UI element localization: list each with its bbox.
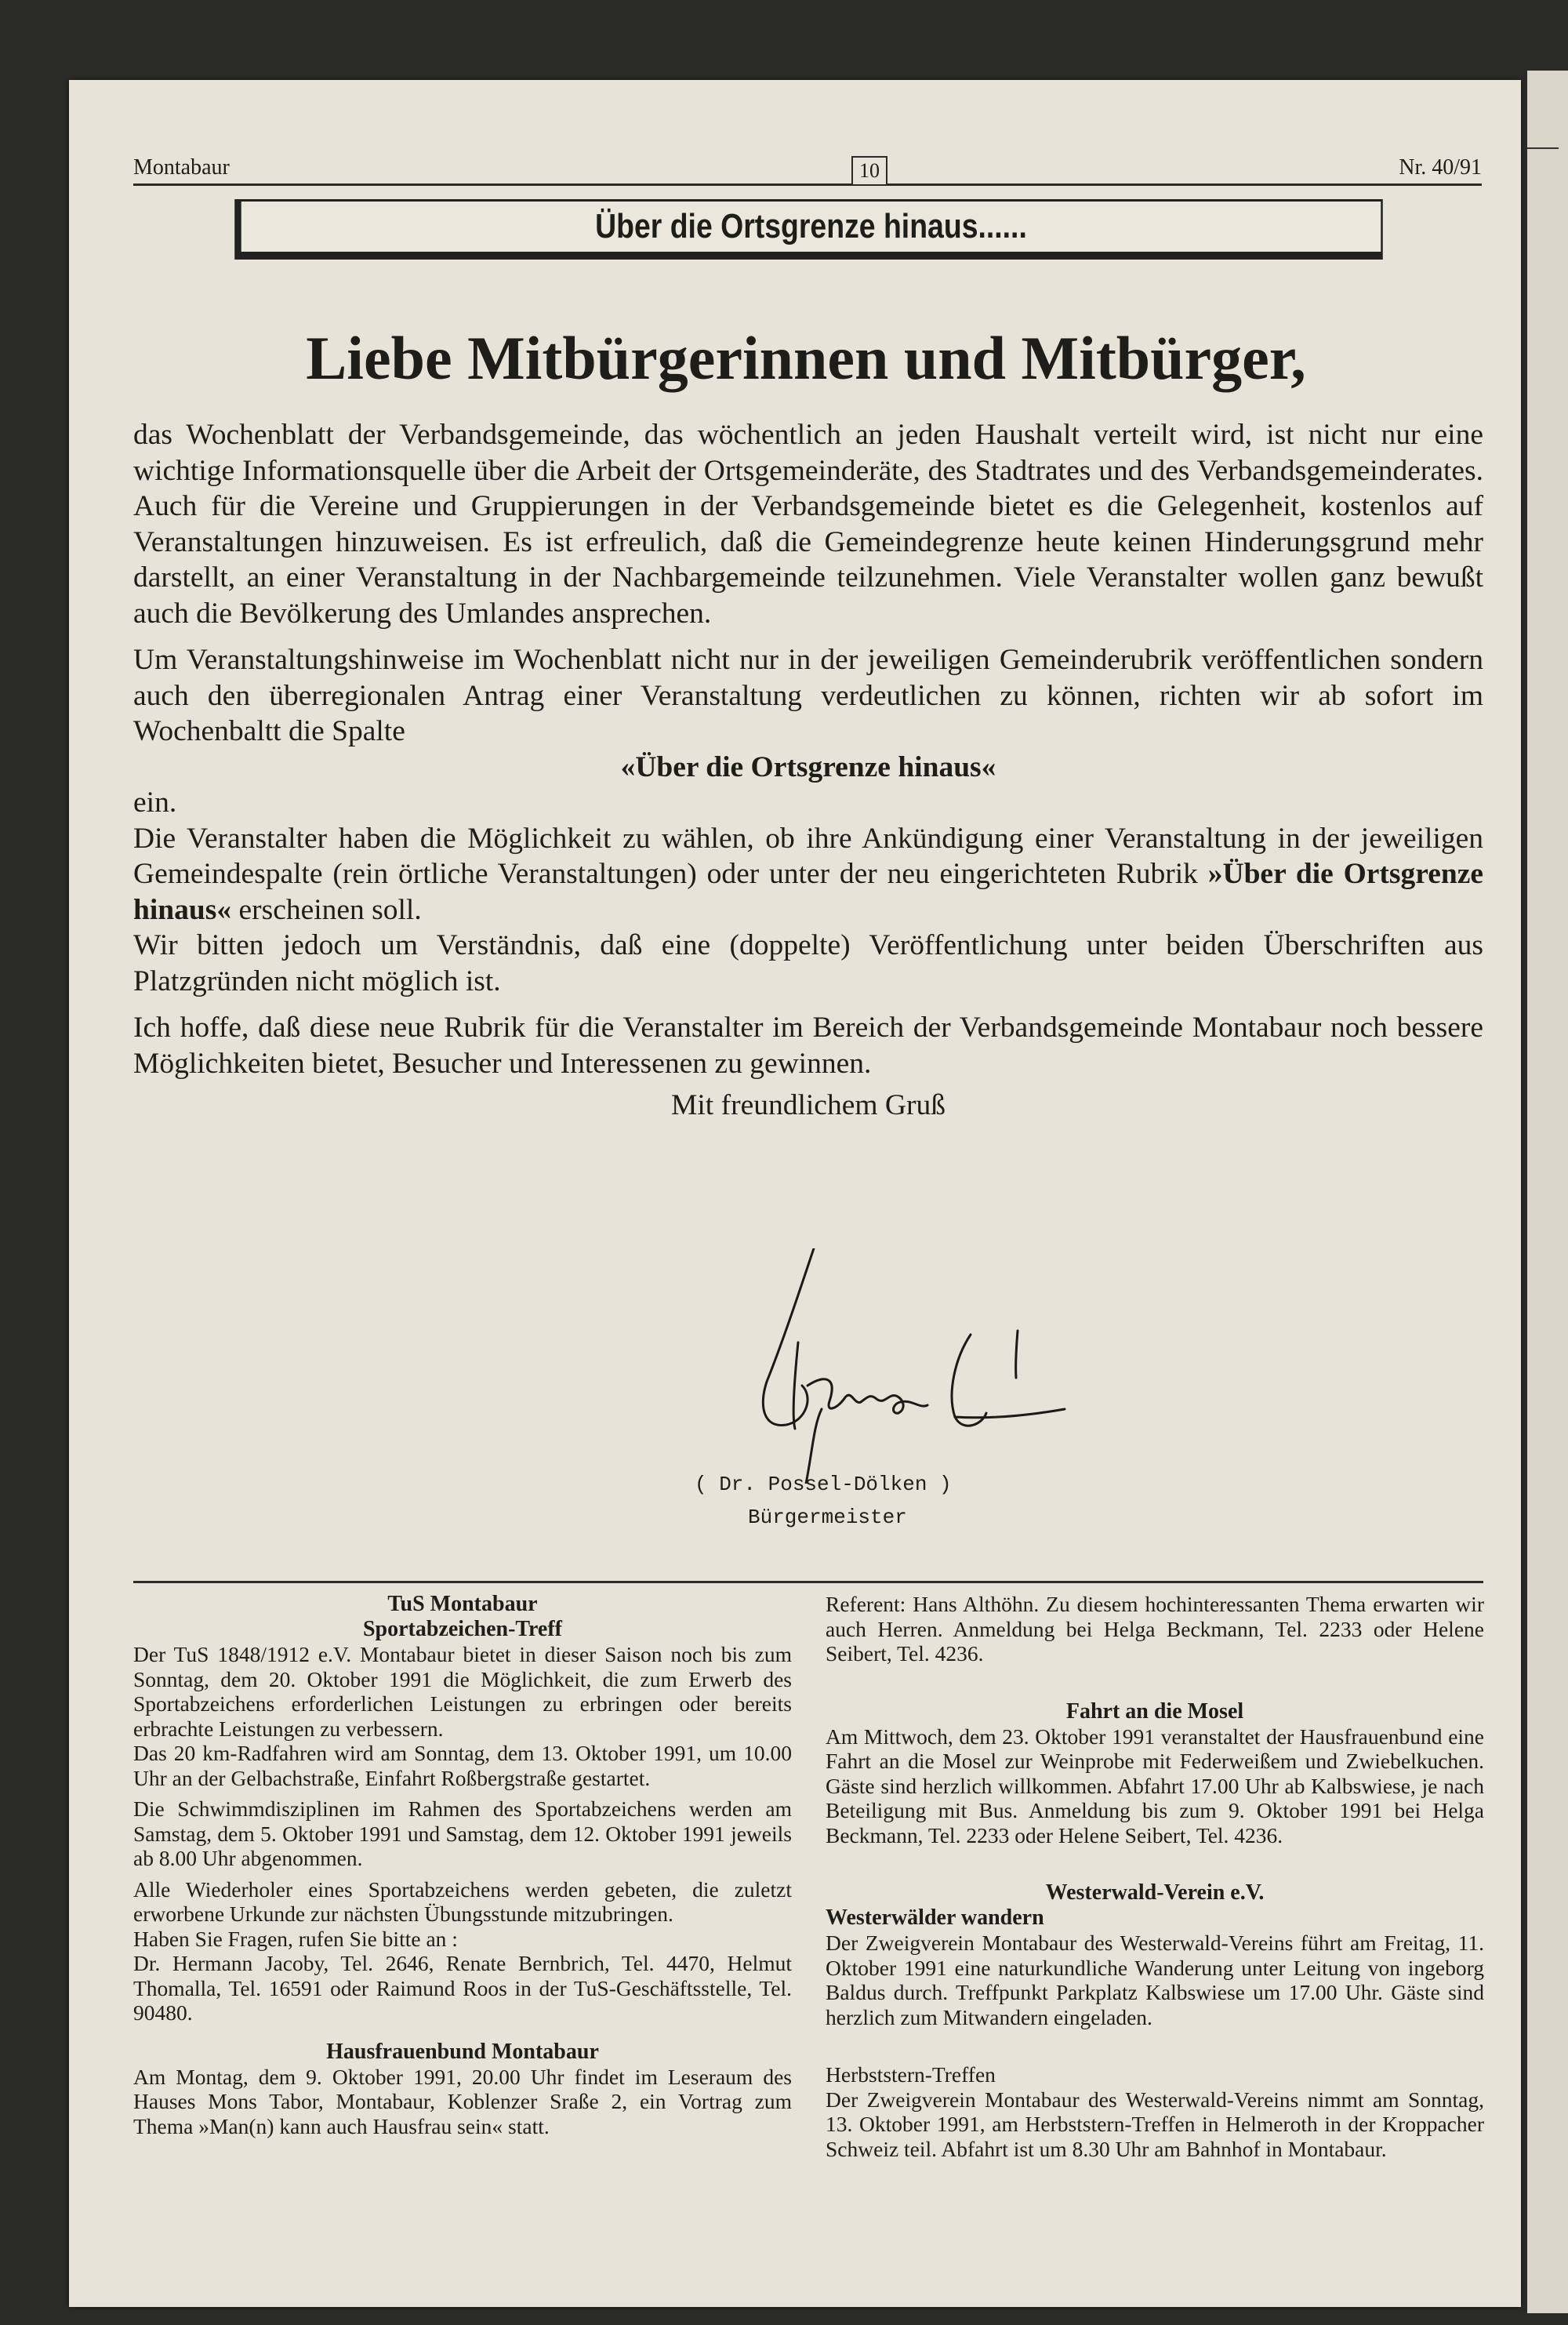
herbststern-paragraph: Der Zweigverein Montabaur des Westerwald-Vereins nimmt am Sonntag, 13. Oktober 1991, am Herbststern-Treffen in Helmeroth in der Kroppacher Schweiz teil. Abfahrt ist um 8.30 Uhr am Bahnhof in Montabaur. xyxy=(826,2087,1484,2161)
letter-closing: Mit freundlichem Gruß xyxy=(671,1089,946,1121)
tus-title: TuS Montabaur xyxy=(387,1592,538,1616)
letter-paragraph-2: Um Veranstaltungshinweise im Wochenblatt nicht nur in der jeweiligen Gemeinderubrik veröffentlichen sondern auch den überregionalen Antrag einer Veranstaltung verdeutlichen zu können, richten wir ab sofort im Wochenbaltt die Spalte xyxy=(133,644,1483,747)
westerwald-verein-title: Westerwald-Verein e.V. xyxy=(1045,1880,1265,1905)
letter-body xyxy=(133,417,1483,1124)
newspaper-page xyxy=(69,80,1521,2307)
signer-title: Bürgermeister xyxy=(748,1506,907,1529)
letter-paragraph-3 xyxy=(133,821,1483,928)
tus-paragraph-5: Haben Sie Fragen, rufen Sie bitte an : xyxy=(133,1926,458,1951)
tus-paragraph-2: Das 20 km-Radfahren wird am Sonntag, dem 13. Oktober 1991, um 10.00 Uhr an der Gelbachstraße, Einfahrt Roßbergstraße gestartet. xyxy=(133,1741,792,1790)
tus-paragraph-6: Dr. Hermann Jacoby, Tel. 2646, Renate Bernbrich, Tel. 4470, Helmut Thomalla, Tel. 16591 oder Raimund Roos in der TuS-Geschäftsstelle, Tel. 90480. xyxy=(133,1951,792,2025)
header-place: Montabaur xyxy=(133,155,230,180)
westerwald-wandern-subtitle: Westerwälder wandern xyxy=(826,1905,1044,1930)
letter-paragraph-1: das Wochenblatt der Verbandsgemeinde, das wöchentlich an jeden Haushalt verteilt wird, ist nicht nur eine wichtige Informationsquelle über die Arbeit der Ortsgemeinderäte, des Stadtrates und des Verbandsgemeinderates. Auch für die Vereine und Gruppierungen in der Verbandsgemeinde bietet es die Gelegenheit, kostenlos auf Veranstaltungen hinzuweisen. Es ist erfreulich, daß die Gemeindegrenze heute keinen Hinderungsgrund mehr darstellt, an einer Veranstaltung in der Nachbargemeinde teilzunehmen. Viele Veranstalter wollen ganz bewußt auch die Bevölkerung des Umlandes ansprechen. xyxy=(133,419,1483,630)
tus-paragraph-4: Alle Wiederholer eines Sportabzeichens werden gebeten, die zuletzt erworbene Urkunde zur nächsten Übungsstunde mitzubringen. xyxy=(133,1876,792,1926)
handwritten-signature xyxy=(720,1248,1080,1484)
letter-headline: Liebe Mitbürgerinnen und Mitbürger, xyxy=(306,324,1306,392)
hausfrauenbund-title: Hausfrauenbund Montabaur xyxy=(326,2039,599,2064)
tus-paragraph-3: Die Schwimmdisziplinen im Rahmen des Sportabzeichens werden am Samstag, dem 5. Oktober 1991 und Samstag, dem 12. Oktober 1991 jeweils ab 8.00 Uhr abgenommen. xyxy=(133,1796,792,1870)
mosel-paragraph: Am Mittwoch, dem 23. Oktober 1991 veranstaltet der Hausfrauenbund eine Fahrt an die Mosel zur Weinprobe mit Federweißem und Zwiebelkuchen. Gäste sind herzlich willkommen. Abfahrt 17.00 Uhr ab Kalbswiese, je nach Beteiligung mit Bus. Anmeldung bis zum 9. Oktober 1991 bei Helga Beckmann, Tel. 2233 oder Helene Seibert, Tel. 4236. xyxy=(826,1724,1484,1847)
letter-paragraph-3-b: erscheinen soll. xyxy=(231,893,422,926)
issue-number: Nr. 40/91 xyxy=(1399,155,1482,180)
signer-block xyxy=(695,1468,952,1534)
tus-paragraph-1: Der TuS 1848/1912 e.V. Montabaur bietet in dieser Saison noch bis zum Sonntag, dem 20. Oktober 1991 die Möglichkeit, die zum Erwerb des Sportabzeichens erforderlichen Leistungen zu erbringen oder bereits erbrachte Leistungen zu verbessern. xyxy=(133,1642,792,1741)
letter-paragraph-3-a: Die Veranstalter haben die Möglichkeit zu wählen, ob ihre Ankündigung einer Veranstaltung in der jeweiligen Gemeindespalte (rein örtliche Veranstaltungen) oder unter der neu eingerichteten Rubrik xyxy=(133,822,1483,890)
left-column xyxy=(133,1592,792,2138)
letter-paragraph-4: Wir bitten jedoch um Verständnis, daß eine (doppelte) Veröffentlichung unter beiden Überschriften aus Platzgründen nicht möglich ist. xyxy=(133,929,1483,997)
column-name: «Über die Ortsgrenze hinaus« xyxy=(620,750,996,783)
right-column xyxy=(826,1592,1484,2161)
signer-name: ( Dr. Possel-Dölken ) xyxy=(695,1473,952,1496)
referent-paragraph: Referent: Hans Althöhn. Zu diesem hochinteressanten Thema erwarten wir auch Herren. Anmeldung bei Helga Beckmann, Tel. 2233 oder Helene Seibert, Tel. 4236. xyxy=(826,1592,1484,1666)
letter-paragraph-2-end: ein. xyxy=(133,787,177,819)
letter-paragraph-5: Ich hoffe, daß diese neue Rubrik für die Veranstalter im Bereich der Verbandsgemeinde Montabaur noch bessere Möglichkeiten bietet, Besucher und Interessenen zu gewinnen. xyxy=(133,1012,1483,1080)
tus-subtitle: Sportabzeichen-Treff xyxy=(362,1617,563,1641)
running-header xyxy=(133,146,1482,186)
herbststern-title: Herbststern-Treffen xyxy=(826,2062,996,2087)
column-divider xyxy=(133,1581,1483,1583)
page-number: 10 xyxy=(851,156,887,186)
hausfrauenbund-paragraph: Am Montag, dem 9. Oktober 1991, 20.00 Uhr findet im Leseraum des Hauses Mons Tabor, Montabaur, Koblenzer Sraße 2, ein Vortrag zum Thema »Man(n) kann auch Hausfrau sein« statt. xyxy=(133,2064,792,2138)
westerwald-paragraph: Der Zweigverein Montabaur des Westerwald-Vereins führt am Freitag, 11. Oktober 1991 eine naturkundliche Wanderung unter Leitung von ingeborg Baldus durch. Treffpunkt Parkplatz Kalbswiese um 17.00 Uhr. Gäste sind herzlich zum Mitwandern eingeladen. xyxy=(826,1931,1484,2029)
adjacent-page-edge xyxy=(1527,71,1568,2313)
rubric-title: Über die Ortsgrenze hinaus...... xyxy=(234,199,1383,260)
letter-paragraph-3-bold: »Über die Ortsgrenze hinaus« xyxy=(133,858,1483,926)
mosel-title: Fahrt an die Mosel xyxy=(1065,1698,1244,1724)
